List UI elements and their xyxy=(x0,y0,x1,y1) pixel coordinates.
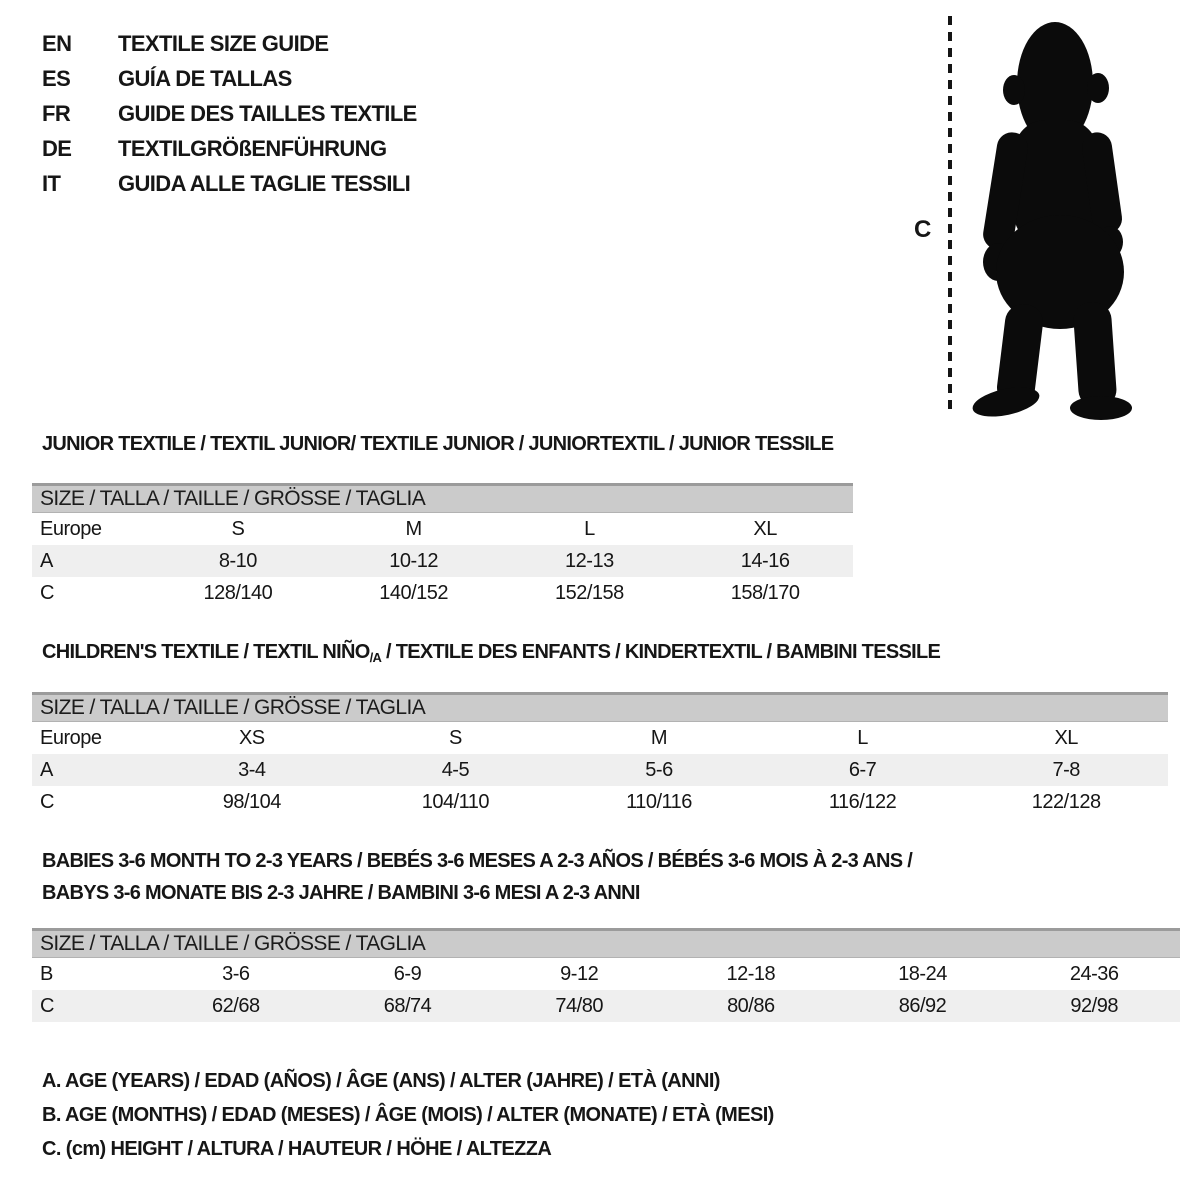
language-list xyxy=(42,26,417,201)
height-cell: 122/128 xyxy=(1031,790,1101,813)
age-cell: 5-6 xyxy=(645,758,673,781)
toddler-silhouette-image xyxy=(968,16,1140,420)
language-item xyxy=(42,166,417,201)
table-row-age-months xyxy=(32,958,1180,990)
age-cell: 6-9 xyxy=(393,962,422,985)
language-item xyxy=(42,26,417,61)
table-row-age xyxy=(32,754,1168,786)
language-code: FR xyxy=(42,101,71,126)
language-title: GUIDA ALLE TAGLIE TESSILI xyxy=(118,171,411,196)
height-cell: 158/170 xyxy=(730,581,800,604)
age-cell: 6-7 xyxy=(848,758,877,781)
babies-title-line1: BABIES 3-6 MONTH TO 2-3 YEARS / BEBÉS 3-6 MESES A 2-3 AÑOS / BÉBÉS 3-6 MOIS À 2-3 ANS / xyxy=(42,850,913,872)
legend xyxy=(42,1064,774,1166)
size-cell: XL xyxy=(1054,726,1078,749)
language-item xyxy=(42,96,417,131)
age-cell: 7-8 xyxy=(1052,758,1080,781)
age-cell: 9-12 xyxy=(560,962,599,985)
height-cell: 62/68 xyxy=(212,994,260,1017)
height-cell: 80/86 xyxy=(727,994,775,1017)
language-title: GUIDE DES TAILLES TEXTILE xyxy=(118,101,417,126)
language-title: TEXTILE SIZE GUIDE xyxy=(118,31,329,56)
legend-line-c: C. (cm) HEIGHT / ALTURA / HAUTEUR / HÖHE / ALTEZZA xyxy=(42,1138,552,1160)
height-cell: 110/116 xyxy=(626,790,692,813)
height-cell: 68/74 xyxy=(383,994,432,1017)
age-cell: 12-18 xyxy=(726,962,776,985)
height-cell: 98/104 xyxy=(222,790,281,813)
height-cell: 104/110 xyxy=(421,790,490,813)
size-cell: L xyxy=(584,517,595,540)
babies-title-line2: BABYS 3-6 MONATE BIS 2-3 JAHRE / BAMBINI 3-6 MESI A 2-3 ANNI xyxy=(42,882,640,904)
height-measure-line xyxy=(948,16,952,414)
height-cell: 128/140 xyxy=(203,581,273,604)
table-row-height xyxy=(32,786,1168,818)
children-title-text: / TEXTILE DES ENFANTS / KINDERTEXTIL / BAMBINI TESSILE xyxy=(381,641,941,663)
height-cell: 116/122 xyxy=(828,790,897,813)
children-title-subscript: /A xyxy=(369,650,382,665)
table-row-height xyxy=(32,577,853,609)
age-cell: 12-13 xyxy=(565,549,614,572)
size-cell: XS xyxy=(238,726,265,749)
size-cell: M xyxy=(650,726,668,749)
children-title-text: CHILDREN'S TEXTILE / TEXTIL NIÑO xyxy=(42,641,370,663)
language-title: TEXTILGRÖßENFÜHRUNG xyxy=(118,136,387,161)
language-code: DE xyxy=(42,136,72,161)
size-cell: XL xyxy=(753,517,777,540)
age-cell: 14-16 xyxy=(740,549,790,572)
junior-section-title: JUNIOR TEXTILE / TEXTIL JUNIOR/ TEXTILE JUNIOR / JUNIORTEXTIL / JUNIOR TESSILE xyxy=(42,433,834,455)
children-size-table xyxy=(32,692,1168,818)
language-item xyxy=(42,131,417,166)
row-label: A xyxy=(40,758,53,781)
language-code: IT xyxy=(42,171,61,196)
size-cell: S xyxy=(231,517,245,540)
age-cell: 8-10 xyxy=(218,549,257,572)
height-cell: 74/80 xyxy=(555,994,603,1017)
row-label: Europe xyxy=(40,517,102,540)
age-cell: 3-4 xyxy=(238,758,266,781)
row-label: C xyxy=(40,790,54,813)
age-cell: 24-36 xyxy=(1069,962,1119,985)
height-cell: 92/98 xyxy=(1070,994,1118,1017)
size-cell: L xyxy=(857,726,868,749)
age-cell: 18-24 xyxy=(898,962,947,985)
size-table-header: SIZE / TALLA / TAILLE / GRÖSSE / TAGLIA xyxy=(32,928,1180,958)
age-cell: 3-6 xyxy=(222,962,250,985)
junior-size-table xyxy=(32,483,853,609)
legend-line-b: B. AGE (MONTHS) / EDAD (MESES) / ÂGE (MOIS) / ALTER (MONATE) / ETÀ (MESI) xyxy=(42,1104,774,1126)
size-table-header: SIZE / TALLA / TAILLE / GRÖSSE / TAGLIA xyxy=(32,692,1168,722)
table-row-age xyxy=(32,545,853,577)
children-section-title xyxy=(42,641,940,665)
legend-line-a: A. AGE (YEARS) / EDAD (AÑOS) / ÂGE (ANS) / ALTER (JAHRE) / ETÀ (ANNI) xyxy=(42,1070,720,1092)
height-measure-label: C xyxy=(914,216,931,243)
row-label: C xyxy=(40,994,54,1017)
babies-size-table xyxy=(32,928,1180,1022)
row-label: C xyxy=(40,581,54,604)
language-title: GUÍA DE TALLAS xyxy=(118,66,292,91)
height-cell: 86/92 xyxy=(898,994,947,1017)
table-row-europe xyxy=(32,513,853,545)
age-cell: 10-12 xyxy=(389,549,438,572)
size-cell: M xyxy=(405,517,422,540)
row-label: A xyxy=(40,549,53,572)
height-cell: 152/158 xyxy=(554,581,624,604)
size-cell: S xyxy=(448,726,462,749)
table-row-height xyxy=(32,990,1180,1022)
language-item xyxy=(42,61,417,96)
language-code: ES xyxy=(42,66,71,91)
height-cell: 140/152 xyxy=(379,581,449,604)
table-row-europe xyxy=(32,722,1168,754)
size-table-header: SIZE / TALLA / TAILLE / GRÖSSE / TAGLIA xyxy=(32,483,853,513)
row-label: B xyxy=(40,962,53,985)
row-label: Europe xyxy=(40,726,102,749)
babies-section-title xyxy=(42,845,912,909)
language-code: EN xyxy=(42,31,72,56)
age-cell: 4-5 xyxy=(441,758,470,781)
